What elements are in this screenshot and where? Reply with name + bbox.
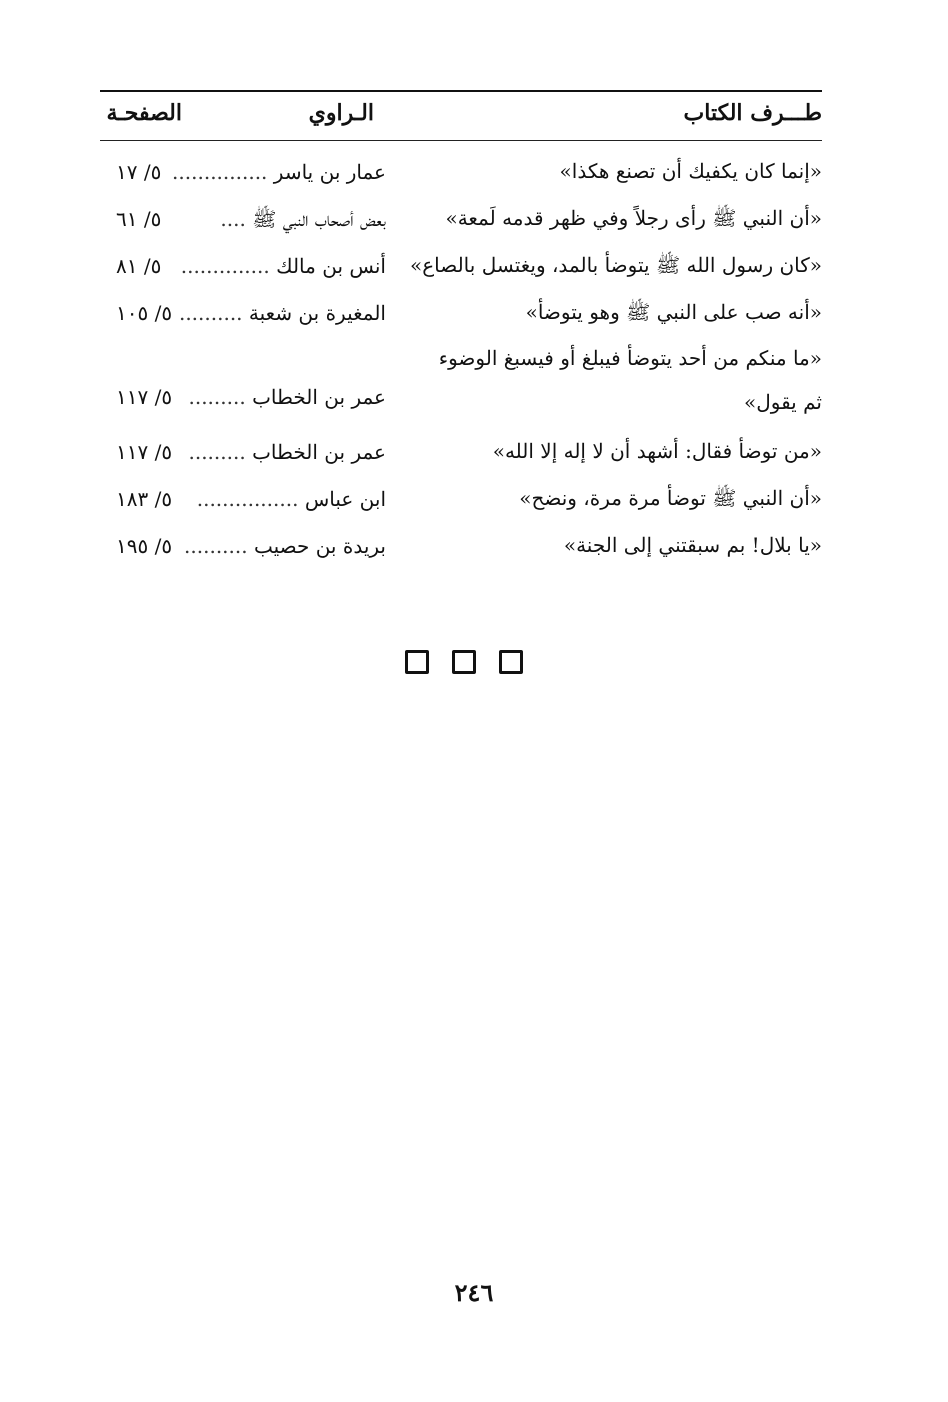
- page-ref: ٥/ ١١٧: [114, 374, 172, 420]
- narrator: ابن عباس ................: [196, 487, 386, 511]
- hadith-text: «أن النبي ﷺ توضأ مرة مرة، ونضح»: [519, 486, 822, 510]
- page-number: ٢٤٦: [454, 1278, 494, 1307]
- narrator: عمر بن الخطاب .........: [188, 440, 386, 464]
- page-ref: ٥/ ١٠٥: [114, 290, 172, 336]
- hadith-text: «أنه صب على النبي ﷺ وهو يتوضأ»: [525, 300, 822, 324]
- narrator: أنس بن مالك ..............: [180, 254, 386, 278]
- hadith-text: «كان رسول الله ﷺ يتوضأ بالمد، ويغتسل بالصاع»: [409, 253, 822, 277]
- header-page: الصفحـة: [106, 100, 182, 126]
- header-narrator: الـراوي: [308, 100, 374, 126]
- narrator: عمار بن ياسر ...............: [172, 160, 386, 184]
- hadith-text: «ما منكم من أحد يتوضأ فيبلغ أو فيسبغ الوضوء ثم يقول»: [438, 346, 822, 414]
- hadith-text: «يا بلال! بم سبقتني إلى الجنة»: [563, 533, 822, 557]
- top-rule: [100, 90, 822, 92]
- table-row: [100, 195, 822, 242]
- table-header: [100, 100, 822, 136]
- page-ref: ٥/ ١٨٣: [114, 476, 172, 522]
- square-ornament-icon: [499, 650, 523, 674]
- hadith-text: «من توضأ فقال: أشهد أن لا إله إلا الله»: [492, 439, 822, 463]
- page-ref: ٥/ ١٧: [114, 149, 161, 195]
- narrator: بريدة بن حصيب ..........: [184, 534, 386, 558]
- table-row: [100, 475, 822, 522]
- narrator: المغيرة بن شعبة ..........: [178, 301, 386, 325]
- section-end-ornament: [405, 650, 523, 676]
- page-ref: ٥/ ١٩٥: [114, 523, 172, 569]
- square-ornament-icon: [452, 650, 476, 674]
- square-ornament-icon: [405, 650, 429, 674]
- table-row: [100, 289, 822, 336]
- page-ref: ٥/ ٦١: [114, 196, 161, 242]
- hadith-text: «إنما كان يكفيك أن تصنع هكذا»: [559, 159, 822, 183]
- table-row: [100, 242, 822, 289]
- table-row: [100, 336, 822, 428]
- hadith-text: «أن النبي ﷺ رأى رجلاً وفي ظهر قدمه لَمعة»: [445, 206, 822, 230]
- page-ref: ٥/ ١١٧: [114, 429, 172, 475]
- table-row: [100, 148, 822, 195]
- narrator: بعض أصحاب النبي ﷺ ....: [220, 207, 386, 231]
- header-rule: [100, 140, 822, 141]
- table-row: [100, 522, 822, 569]
- hadith-index-table: [100, 148, 822, 569]
- header-book-text: طـــرف الكتاب: [683, 100, 822, 126]
- narrator: عمر بن الخطاب .........: [188, 385, 386, 409]
- page-ref: ٥/ ٨١: [114, 243, 161, 289]
- table-row: [100, 428, 822, 475]
